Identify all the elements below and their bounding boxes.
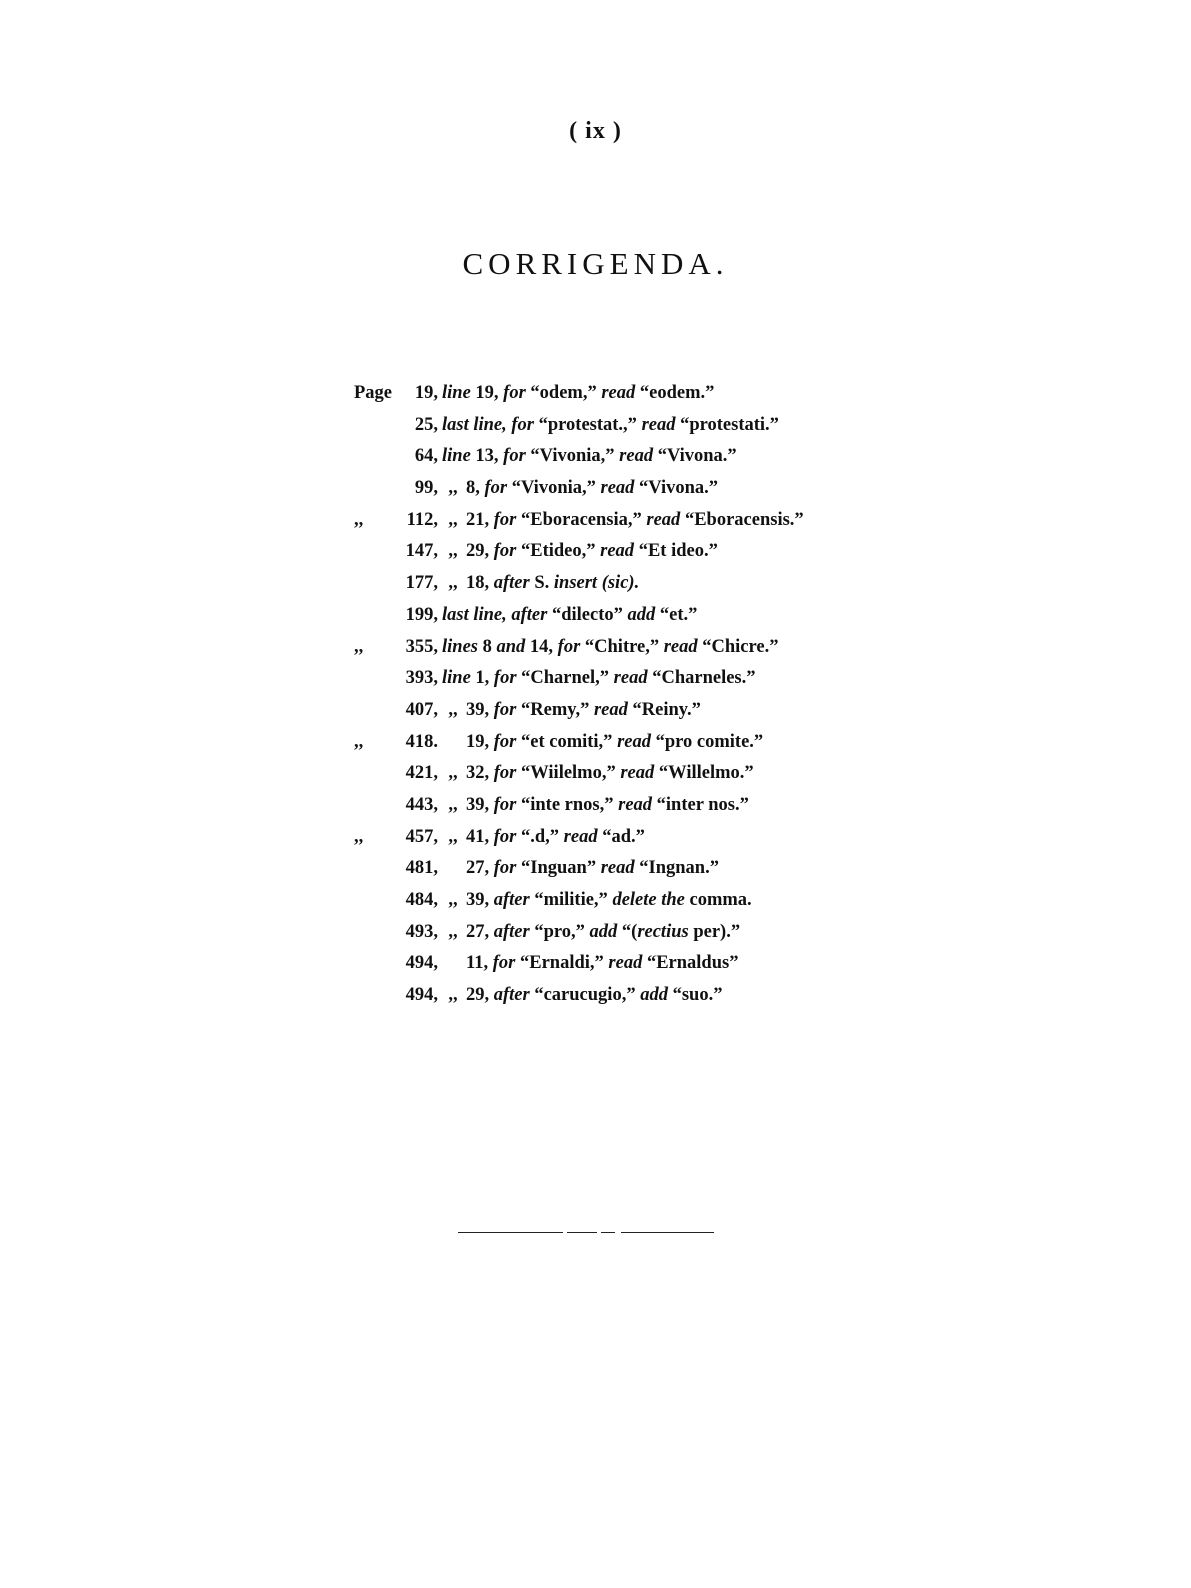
corrigendum-row bbox=[0, 663, 1191, 695]
corrigendum-row bbox=[0, 727, 1191, 759]
row-ditto-mark: ,, bbox=[448, 985, 458, 1006]
row-correction-text: last line, for “protestat.,” read “protestati.” bbox=[442, 414, 779, 435]
row-ditto-mark: ,, bbox=[448, 921, 458, 942]
row-ditto-mark: ,, bbox=[448, 541, 458, 562]
rule-segment bbox=[567, 1232, 597, 1233]
row-page-number: 493, bbox=[405, 921, 438, 942]
page-title: CORRIGENDA. bbox=[462, 246, 729, 281]
corrigendum-row bbox=[0, 568, 1191, 600]
row-correction-text: 27, after “pro,” add “(rectius per).” bbox=[466, 921, 741, 942]
corrigendum-row bbox=[0, 695, 1191, 727]
corrigendum-row bbox=[0, 378, 1191, 410]
row-page-number: 421, bbox=[405, 763, 438, 784]
row-correction-text: 19, for “et comiti,” read “pro comite.” bbox=[466, 731, 764, 752]
corrigendum-row bbox=[0, 885, 1191, 917]
row-page-number: 112, bbox=[406, 509, 438, 530]
corrigendum-row bbox=[0, 505, 1191, 537]
row-prefix: Page bbox=[354, 383, 393, 403]
corrigendum-row bbox=[0, 536, 1191, 568]
corrigendum-row bbox=[0, 948, 1191, 980]
corrigendum-row bbox=[0, 758, 1191, 790]
row-ditto-mark: ,, bbox=[448, 794, 458, 815]
row-correction-text: line 19, for “odem,” read “eodem.” bbox=[442, 383, 715, 403]
row-prefix: ,, bbox=[354, 826, 364, 847]
row-page-number: 481, bbox=[405, 858, 438, 879]
row-correction-text: last line, after “dilecto” add “et.” bbox=[442, 604, 698, 625]
corrigendum-row bbox=[0, 790, 1191, 822]
row-page-number: 25, bbox=[414, 414, 438, 435]
row-page-number: 64, bbox=[414, 446, 438, 467]
rule-segment bbox=[601, 1232, 615, 1233]
row-page-number: 19, bbox=[414, 383, 438, 403]
row-correction-text: 27, for “Inguan” read “Ingnan.” bbox=[466, 858, 719, 879]
row-page-number: 484, bbox=[405, 890, 438, 910]
rule-segment bbox=[458, 1232, 563, 1233]
row-page-number: 494, bbox=[405, 985, 438, 1006]
row-ditto-mark: ,, bbox=[448, 699, 458, 720]
row-correction-text: line 1, for “Charnel,” read “Charneles.” bbox=[442, 668, 756, 689]
row-correction-text: 32, for “Wiilelmo,” read “Willelmo.” bbox=[466, 763, 754, 784]
row-page-number: 457, bbox=[405, 826, 438, 847]
row-correction-text: 8, for “Vivonia,” read “Vivona.” bbox=[466, 478, 719, 499]
corrigendum-row bbox=[0, 822, 1191, 854]
page-number: ( ix ) bbox=[569, 118, 622, 144]
row-page-number: 494, bbox=[405, 953, 438, 974]
row-correction-text: 41, for “.d,” read “ad.” bbox=[466, 826, 645, 847]
row-correction-text: 39, for “Remy,” read “Reiny.” bbox=[466, 699, 701, 720]
row-ditto-mark: ,, bbox=[448, 478, 458, 499]
row-page-number: 355, bbox=[405, 636, 438, 657]
row-prefix: ,, bbox=[354, 636, 364, 657]
corrigenda-list bbox=[0, 378, 1191, 1012]
row-correction-text: 39, after “militie,” delete the comma. bbox=[466, 890, 752, 910]
row-prefix: ,, bbox=[354, 731, 364, 752]
row-page-number: 199, bbox=[405, 604, 438, 625]
row-correction-text: line 13, for “Vivonia,” read “Vivona.” bbox=[442, 446, 737, 467]
corrigendum-row bbox=[0, 917, 1191, 949]
corrigendum-row bbox=[0, 441, 1191, 473]
row-ditto-mark: ,, bbox=[448, 890, 458, 910]
row-correction-text: 39, for “inte rnos,” read “inter nos.” bbox=[466, 794, 749, 815]
corrigendum-row bbox=[0, 410, 1191, 442]
row-page-number: 147, bbox=[405, 541, 438, 562]
row-page-number: 418. bbox=[405, 731, 438, 752]
row-page-number: 393, bbox=[405, 668, 438, 689]
row-correction-text: 29, for “Etideo,” read “Et ideo.” bbox=[466, 541, 718, 562]
row-page-number: 99, bbox=[414, 478, 438, 499]
row-ditto-mark: ,, bbox=[448, 826, 458, 847]
row-page-number: 443, bbox=[405, 794, 438, 815]
row-page-number: 177, bbox=[405, 573, 438, 594]
row-ditto-mark: ,, bbox=[448, 573, 458, 594]
row-correction-text: lines 8 and 14, for “Chitre,” read “Chicre.” bbox=[442, 636, 779, 657]
row-correction-text: 29, after “carucugio,” add “suo.” bbox=[466, 985, 723, 1006]
corrigendum-row bbox=[0, 473, 1191, 505]
corrigendum-row bbox=[0, 980, 1191, 1012]
row-prefix: ,, bbox=[354, 509, 364, 530]
row-ditto-mark: ,, bbox=[448, 763, 458, 784]
row-correction-text: 11, for “Ernaldi,” read “Ernaldus” bbox=[466, 953, 739, 974]
corrigendum-row bbox=[0, 632, 1191, 664]
row-correction-text: 21, for “Eboracensia,” read “Eboracensis.” bbox=[466, 509, 804, 530]
corrigendum-row bbox=[0, 853, 1191, 885]
corrigendum-row bbox=[0, 600, 1191, 632]
row-correction-text: 18, after S. insert (sic). bbox=[466, 573, 640, 594]
rule-segment bbox=[621, 1232, 714, 1233]
row-page-number: 407, bbox=[405, 699, 438, 720]
row-ditto-mark: ,, bbox=[448, 509, 458, 530]
